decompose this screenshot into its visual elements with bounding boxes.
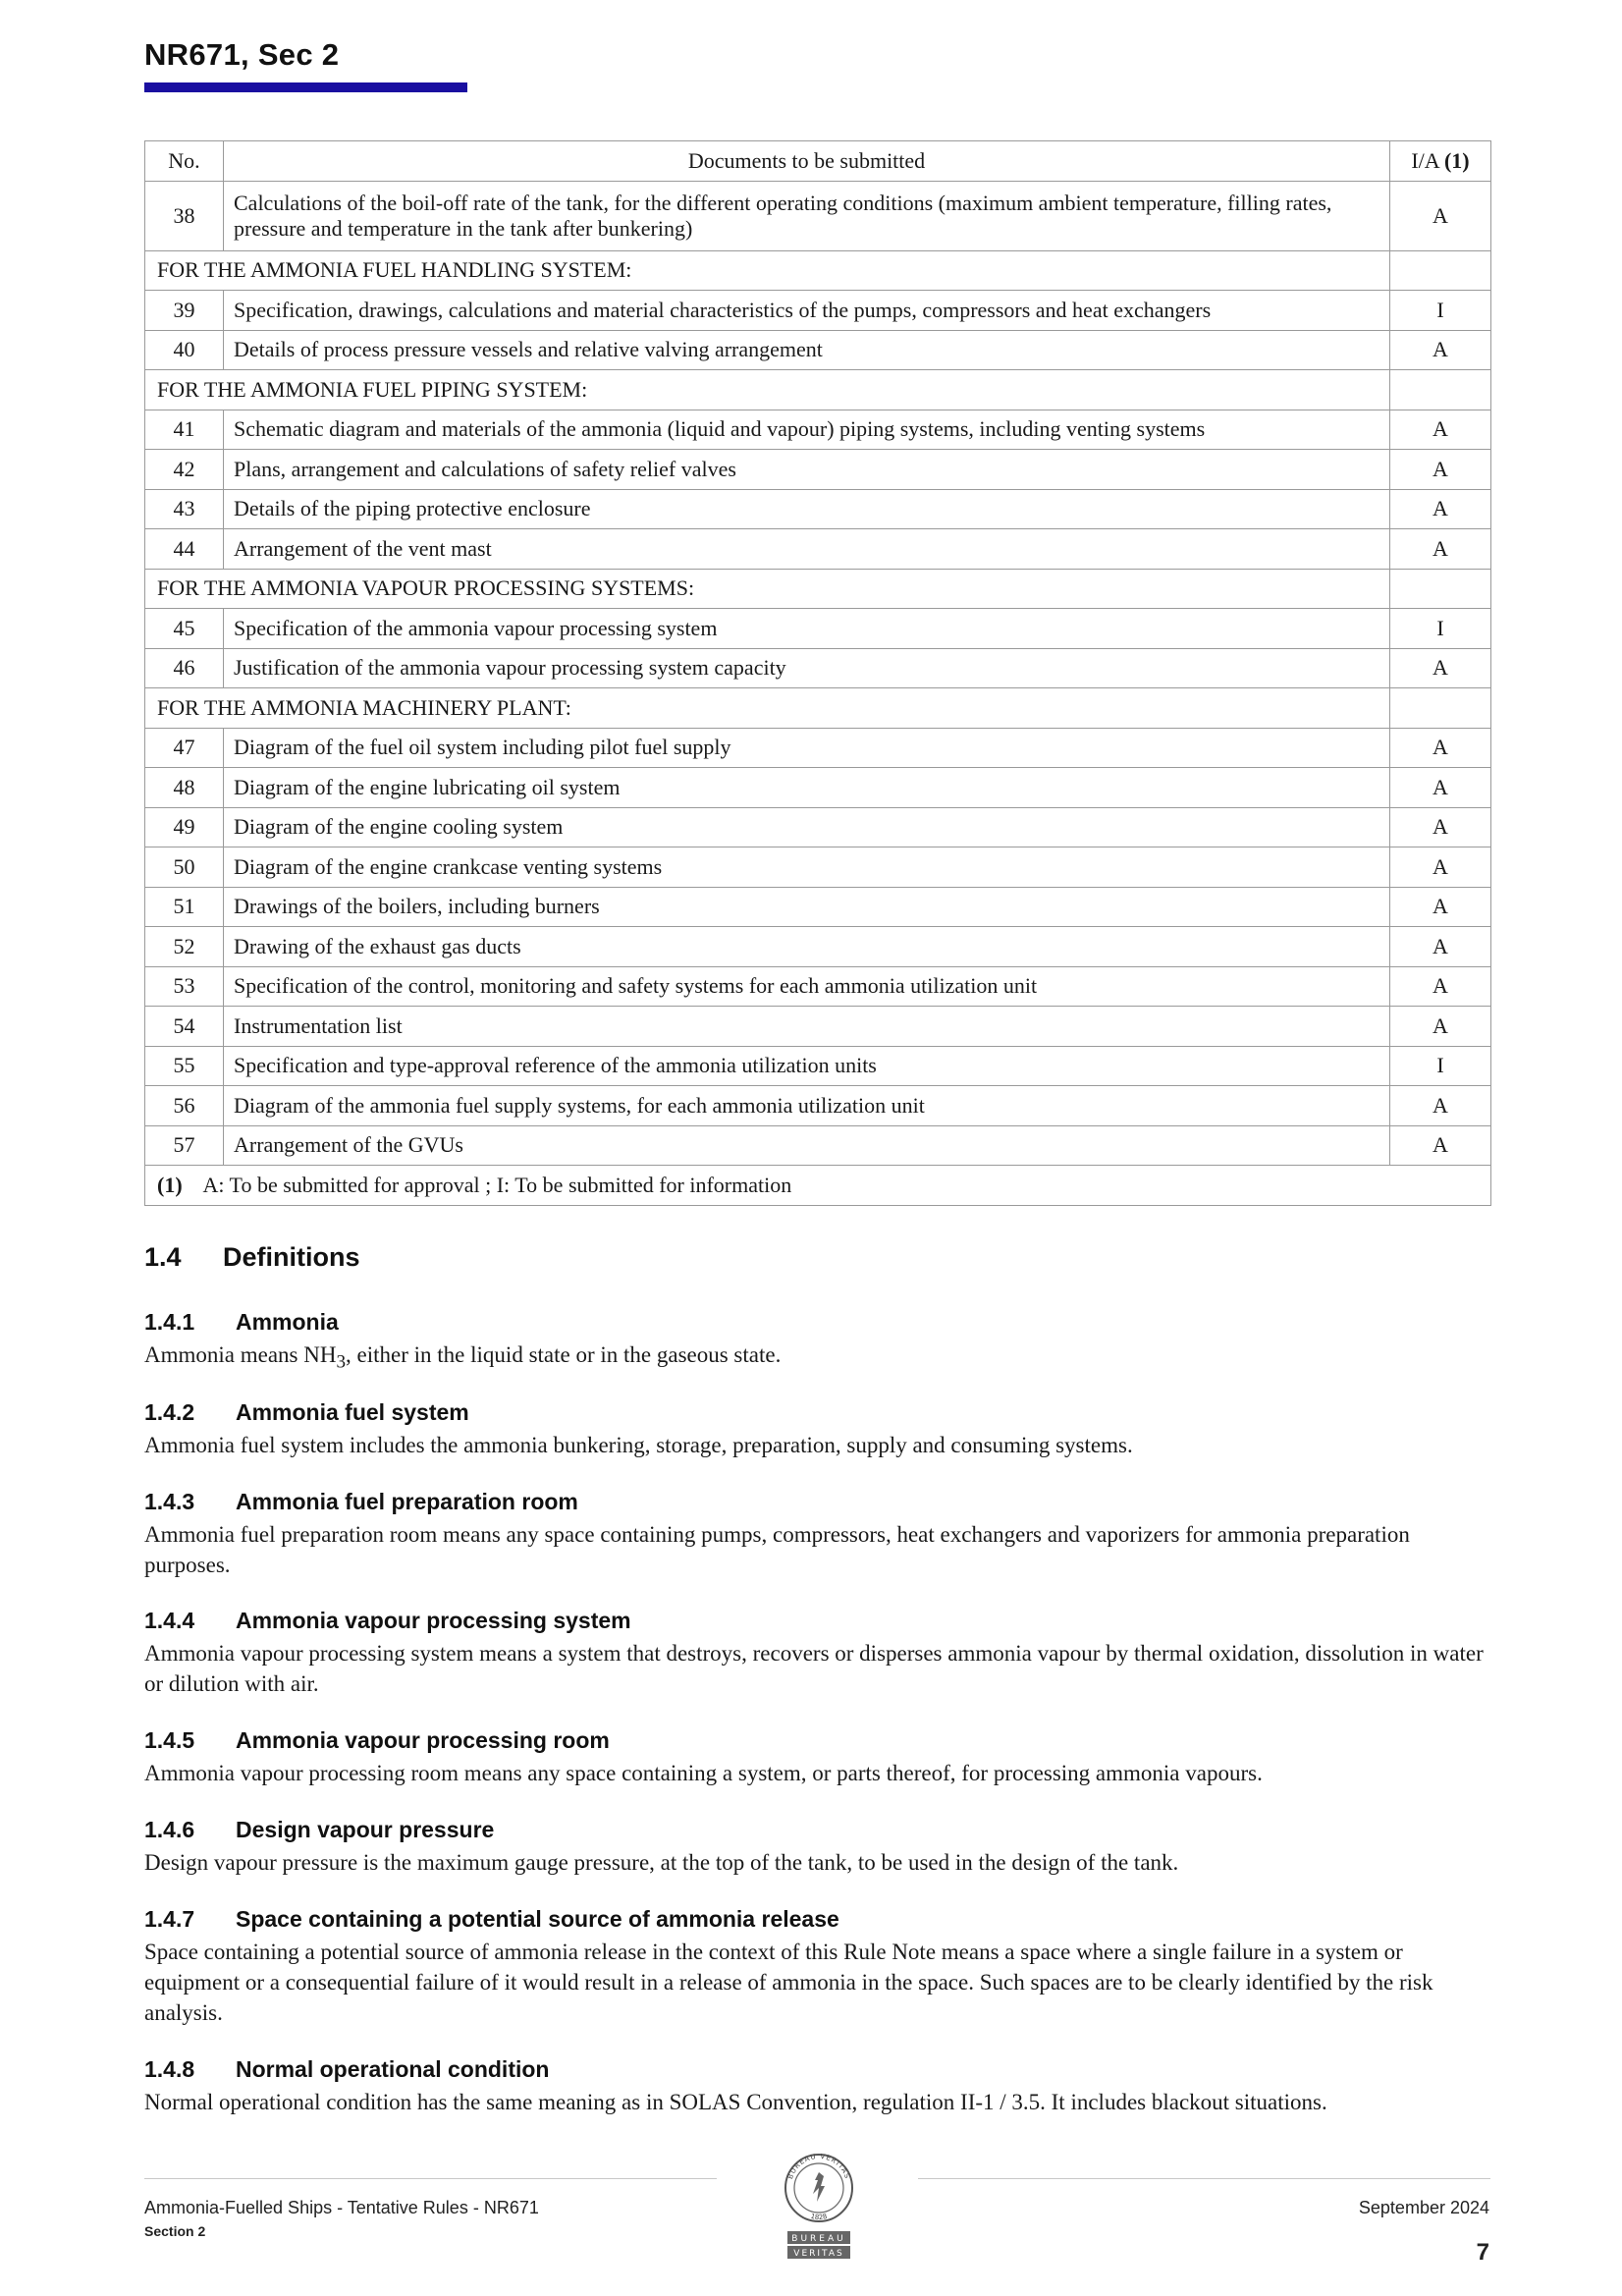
definitions-heading-title: Definitions — [223, 1242, 360, 1272]
cell-document: Diagram of the engine lubricating oil system — [224, 768, 1390, 808]
footer-date: September 2024 — [1358, 2198, 1489, 2217]
definition-text: Design vapour pressure is the maximum gauge pressure, at the top of the tank, to be used in the design of the tank. — [144, 1850, 1179, 1875]
table-section-row — [145, 688, 1491, 729]
table-footnote — [145, 1166, 1491, 1206]
definition-text: Ammonia fuel system includes the ammonia bunkering, storage, preparation, supply and consuming systems. — [144, 1433, 1133, 1457]
definition-text: Space containing a potential source of ammonia release in the context of this Rule Note means a space where a single failure in a system or equipment or a consequential failure of it would result in a release of ammonia in the space. Such spaces are to be clearly identified by the risk analysis. — [144, 1940, 1433, 2025]
table-row — [145, 1046, 1491, 1086]
section-ia-cell — [1390, 569, 1491, 609]
definition-title: Ammonia vapour processing system — [236, 1608, 631, 1633]
table-row — [145, 728, 1491, 768]
definition-title: Ammonia fuel preparation room — [236, 1489, 578, 1514]
cell-document: Diagram of the ammonia fuel supply systems, for each ammonia utilization unit — [224, 1086, 1390, 1126]
cell-ia: I — [1390, 1046, 1491, 1086]
footnote-mark: (1) — [157, 1172, 183, 1197]
table-row — [145, 966, 1491, 1007]
logo-text-bottom: VERITAS — [793, 2249, 844, 2259]
documents-table — [144, 140, 1491, 1206]
definition-number: 1.4.4 — [144, 1608, 195, 1633]
logo-year: 1828 — [809, 2212, 829, 2222]
footer-rule-right — [918, 2178, 1490, 2179]
definition-number: 1.4.3 — [144, 1489, 195, 1514]
section-ia-cell — [1390, 688, 1491, 729]
definition-heading — [144, 2056, 549, 2083]
page-number: 7 — [1476, 2239, 1489, 2266]
cell-number: 42 — [145, 450, 224, 490]
cell-number: 55 — [145, 1046, 224, 1086]
cell-number: 56 — [145, 1086, 224, 1126]
definition-number: 1.4.5 — [144, 1727, 195, 1753]
definition-text-end: , either in the liquid state or in the gaseous state. — [346, 1342, 782, 1367]
cell-document: Details of process pressure vessels and relative valving arrangement — [224, 330, 1390, 370]
cell-ia: A — [1390, 927, 1491, 967]
cell-ia: A — [1390, 648, 1491, 688]
table-row — [145, 927, 1491, 967]
cell-document: Instrumentation list — [224, 1007, 1390, 1047]
table-body — [145, 181, 1491, 1166]
table-header-row — [145, 141, 1491, 182]
cell-ia: A — [1390, 728, 1491, 768]
definition-title: Normal operational condition — [236, 2056, 550, 2082]
column-header-ia — [1390, 141, 1491, 182]
definition-text: Ammonia fuel preparation room means any space containing pumps, compressors, heat exchangers and vaporizers for ammonia preparation purposes. — [144, 1522, 1410, 1577]
definition-heading — [144, 1608, 631, 1634]
section-label: FOR THE AMMONIA MACHINERY PLANT: — [145, 688, 1390, 729]
cell-ia: A — [1390, 330, 1491, 370]
cell-ia: I — [1390, 291, 1491, 331]
table-row — [145, 489, 1491, 529]
cell-document: Diagram of the engine crankcase venting systems — [224, 847, 1390, 888]
cell-number: 51 — [145, 887, 224, 927]
table-row — [145, 450, 1491, 490]
cell-ia: A — [1390, 529, 1491, 570]
definition-number: 1.4.6 — [144, 1817, 195, 1842]
column-header-no: No. — [145, 141, 224, 182]
logo-ring-text: BUREAU VERITAS — [785, 2152, 852, 2181]
cell-ia: A — [1390, 1007, 1491, 1047]
cell-document: Justification of the ammonia vapour processing system capacity — [224, 648, 1390, 688]
section-label: FOR THE AMMONIA FUEL PIPING SYSTEM: — [145, 370, 1390, 410]
table-row — [145, 1007, 1491, 1047]
definition-title: Space containing a potential source of ammonia release — [236, 1906, 839, 1932]
cell-number: 41 — [145, 410, 224, 450]
footnote-text: A: To be submitted for approval ; I: To be submitted for information — [202, 1172, 792, 1197]
cell-number: 38 — [145, 181, 224, 250]
cell-ia: A — [1390, 847, 1491, 888]
table-row — [145, 648, 1491, 688]
cell-number: 50 — [145, 847, 224, 888]
definitions-heading-number: 1.4 — [144, 1242, 182, 1272]
cell-number: 43 — [145, 489, 224, 529]
table-section-row — [145, 569, 1491, 609]
header-accent-bar — [144, 82, 467, 92]
table-footnote-row — [145, 1166, 1491, 1206]
cell-number: 44 — [145, 529, 224, 570]
section-label: FOR THE AMMONIA VAPOUR PROCESSING SYSTEMS: — [145, 569, 1390, 609]
cell-ia: A — [1390, 768, 1491, 808]
cell-document: Drawings of the boilers, including burners — [224, 887, 1390, 927]
cell-number: 53 — [145, 966, 224, 1007]
definition-text: Ammonia vapour processing system means a system that destroys, recovers or disperses ammonia vapour by thermal oxidation, dissolution in water or dilution with air. — [144, 1641, 1484, 1696]
cell-ia: A — [1390, 887, 1491, 927]
cell-ia: A — [1390, 1086, 1491, 1126]
definition-number: 1.4.1 — [144, 1309, 195, 1335]
cell-ia: A — [1390, 1125, 1491, 1166]
section-ia-cell — [1390, 370, 1491, 410]
table-row — [145, 330, 1491, 370]
definition-number: 1.4.7 — [144, 1906, 195, 1932]
table-row — [145, 609, 1491, 649]
definition-number: 1.4.2 — [144, 1399, 195, 1425]
definition-text: Normal operational condition has the same meaning as in SOLAS Convention, regulation II-1 / 3.5. It includes blackout situations. — [144, 2090, 1327, 2114]
definition-title: Design vapour pressure — [236, 1817, 495, 1842]
section-ia-cell — [1390, 250, 1491, 291]
table-row — [145, 181, 1491, 250]
cell-document: Calculations of the boil-off rate of the tank, for the different operating conditions (maximum ambient temperature, filling rates, pressure and temperature in the tank after bunkering) — [224, 181, 1390, 250]
cell-number: 40 — [145, 330, 224, 370]
cell-ia: A — [1390, 489, 1491, 529]
cell-number: 54 — [145, 1007, 224, 1047]
cell-number: 39 — [145, 291, 224, 331]
table-row — [145, 291, 1491, 331]
table-section-row — [145, 370, 1491, 410]
svg-text:1828 — [810, 2213, 829, 2221]
definition-title: Ammonia — [236, 1309, 339, 1335]
cell-document: Schematic diagram and materials of the ammonia (liquid and vapour) piping systems, including venting systems — [224, 410, 1390, 450]
definitions-heading — [144, 1242, 360, 1273]
table-row — [145, 1086, 1491, 1126]
footer-section: Section 2 — [144, 2223, 206, 2239]
ia-footnote-mark: (1) — [1443, 147, 1470, 173]
cell-ia: A — [1390, 966, 1491, 1007]
table-section-row — [145, 250, 1491, 291]
footer-rule-left — [144, 2178, 717, 2179]
cell-document: Details of the piping protective enclosure — [224, 489, 1390, 529]
cell-number: 52 — [145, 927, 224, 967]
cell-document: Plans, arrangement and calculations of safety relief valves — [224, 450, 1390, 490]
definition-text: Ammonia vapour processing room means any space containing a system, or parts thereof, for processing ammonia vapours. — [144, 1761, 1263, 1785]
cell-number: 57 — [145, 1125, 224, 1166]
cell-document: Diagram of the engine cooling system — [224, 807, 1390, 847]
table-row — [145, 847, 1491, 888]
cell-document: Specification, drawings, calculations and material characteristics of the pumps, compressors and heat exchangers — [224, 291, 1390, 331]
cell-document: Specification of the ammonia vapour processing system — [224, 609, 1390, 649]
definition-title: Ammonia vapour processing room — [236, 1727, 610, 1753]
cell-number: 47 — [145, 728, 224, 768]
table-row — [145, 529, 1491, 570]
definition-heading — [144, 1489, 578, 1515]
cell-number: 48 — [145, 768, 224, 808]
table-row — [145, 807, 1491, 847]
ia-label: I/A — [1411, 147, 1439, 173]
definition-heading — [144, 1727, 610, 1754]
cell-ia: A — [1390, 410, 1491, 450]
cell-number: 49 — [145, 807, 224, 847]
definition-heading — [144, 1309, 339, 1336]
table-row — [145, 1125, 1491, 1166]
cell-ia: A — [1390, 807, 1491, 847]
page-header-title: NR671, Sec 2 — [144, 37, 340, 72]
definition-heading — [144, 1906, 839, 1933]
column-header-documents: Documents to be submitted — [224, 141, 1390, 182]
cell-ia: I — [1390, 609, 1491, 649]
cell-document: Specification of the control, monitoring and safety systems for each ammonia utilization unit — [224, 966, 1390, 1007]
subscript: 3 — [336, 1351, 347, 1373]
cell-document: Drawing of the exhaust gas ducts — [224, 927, 1390, 967]
definition-text — [144, 1339, 1494, 1378]
cell-document: Arrangement of the vent mast — [224, 529, 1390, 570]
footer-document-title: Ammonia-Fuelled Ships - Tentative Rules - NR671 — [144, 2198, 539, 2217]
section-label: FOR THE AMMONIA FUEL HANDLING SYSTEM: — [145, 250, 1390, 291]
cell-document: Diagram of the fuel oil system including pilot fuel supply — [224, 728, 1390, 768]
cell-ia: A — [1390, 181, 1491, 250]
cell-document: Arrangement of the GVUs — [224, 1125, 1390, 1166]
definition-heading — [144, 1817, 494, 1843]
definition-heading — [144, 1399, 469, 1426]
logo-text-top: BUREAU — [791, 2234, 846, 2244]
cell-document: Specification and type-approval reference of the ammonia utilization units — [224, 1046, 1390, 1086]
bureau-veritas-logo — [770, 2147, 868, 2265]
table-row — [145, 887, 1491, 927]
definition-text-start: Ammonia means NH — [144, 1342, 337, 1367]
table-row — [145, 768, 1491, 808]
table-row — [145, 410, 1491, 450]
cell-number: 45 — [145, 609, 224, 649]
cell-ia: A — [1390, 450, 1491, 490]
definition-title: Ammonia fuel system — [236, 1399, 469, 1425]
cell-number: 46 — [145, 648, 224, 688]
definition-number: 1.4.8 — [144, 2056, 195, 2082]
